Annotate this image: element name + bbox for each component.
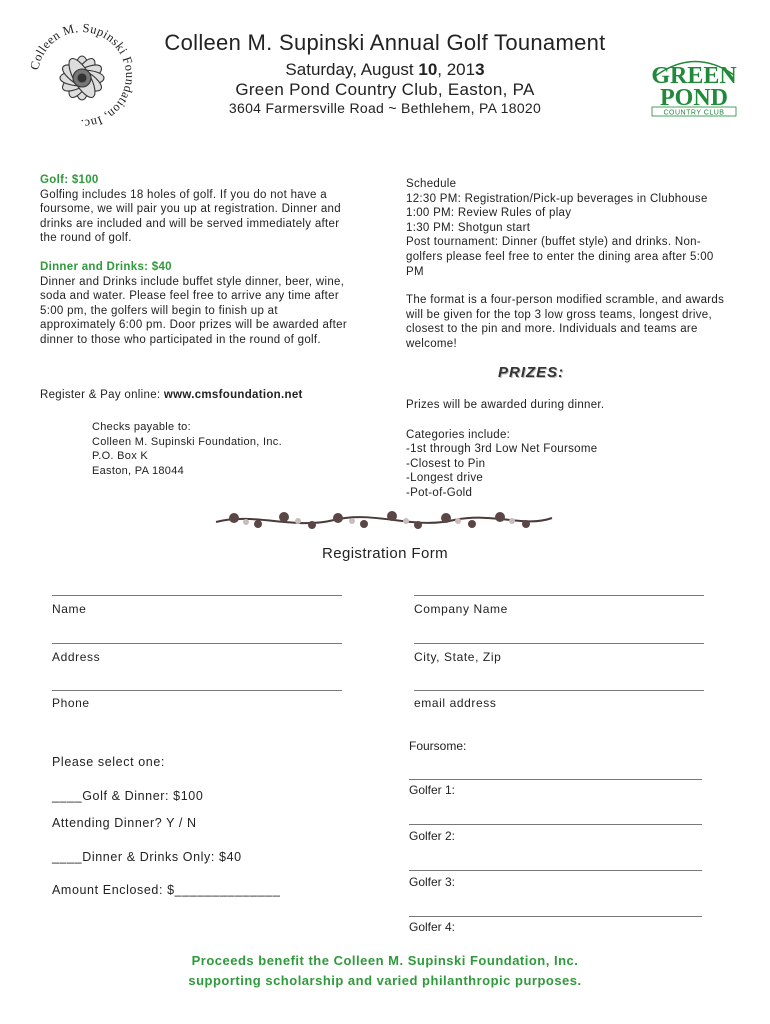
city-label: City, State, Zip	[414, 650, 502, 664]
foursome-label: Foursome:	[409, 739, 467, 753]
register-label: Register & Pay online:	[40, 389, 164, 401]
golf-heading: Golf: $100	[40, 174, 99, 186]
checks-line: Easton, PA 18044	[92, 464, 185, 477]
phone-input[interactable]	[52, 690, 342, 691]
schedule-line: 1:30 PM: Shotgun start	[406, 221, 531, 234]
checks-line: Colleen M. Supinski Foundation, Inc.	[92, 435, 282, 448]
schedule-line: 12:30 PM: Registration/Pick-up beverages in Clubhouse	[406, 192, 708, 205]
golfer-3-input[interactable]	[409, 870, 702, 871]
prizes-heading: PRIZES:	[498, 364, 565, 381]
checks-line: P.O. Box K	[92, 450, 148, 463]
golf-text: Golfing includes 18 holes of golf. If you do not have a foursome, we will pair you up at registration. Dinner and drinks are included and will be served immediately after the round of golf.	[40, 188, 341, 245]
address-input[interactable]	[52, 643, 342, 644]
checks-line: Checks payable to:	[92, 421, 191, 433]
club-logo-sub: COUNTRY CLUB	[663, 109, 725, 117]
footer-line-1: Proceeds benefit the Colleen M. Supinski Foundation, Inc.	[191, 953, 579, 968]
schedule-line: Schedule	[406, 178, 457, 190]
schedule-line: 1:00 PM: Review Rules of play	[406, 207, 572, 220]
page-title: Colleen M. Supinski Annual Golf Tounament	[164, 30, 606, 55]
date-mid: , 201	[437, 60, 476, 79]
prizes-text: Prizes will be awarded during dinner.	[406, 399, 605, 411]
prizes-info	[406, 398, 728, 501]
svg-text:Colleen M. Supinski Foundation: Colleen M. Supinski Foundation, Inc.	[28, 22, 136, 130]
checks-info	[92, 420, 352, 478]
company-input[interactable]	[414, 595, 704, 596]
register-online	[40, 388, 360, 403]
name-label: Name	[52, 602, 87, 616]
city-input[interactable]	[414, 643, 704, 644]
schedule	[406, 177, 728, 352]
amount-enclosed-field[interactable]: Amount Enclosed: $______________	[52, 883, 281, 897]
club-logo-line2: POND	[660, 85, 728, 111]
dinner-text: Dinner and Drinks include buffet style dinner, beer, wine, soda and water. Please feel free to arrive any time after 5:00 pm, the golfers will begin to finish up at approximately 6:00 pm. Door prizes will be awarded after dinner to those who participated in the round of golf.	[40, 275, 347, 346]
footer-line-2: supporting scholarship and varied philanthropic purposes.	[188, 973, 582, 988]
name-input[interactable]	[52, 595, 342, 596]
date-day: 10	[418, 60, 438, 79]
format-text: The format is a four-person modified scramble, and awards will be given for the top 3 low gross teams, longest drive, closest to the pin and more. Individuals and teams are welcome!	[406, 294, 725, 350]
golfer-4-input[interactable]	[409, 916, 702, 917]
select-one-label: Please select one:	[52, 755, 165, 769]
schedule-line: Post tournament: Dinner (buffet style) and drinks. Non-golfers please feel free to enter the dining area after 5:00 PM	[406, 236, 714, 278]
dinner-only-option[interactable]: ____Dinner & Drinks Only: $40	[52, 850, 242, 864]
dinner-heading: Dinner and Drinks: $40	[40, 260, 172, 273]
golfer-3-label: Golfer 3:	[409, 875, 456, 889]
event-address: 3604 Farmersville Road ~ Bethlehem, PA 18020	[228, 100, 542, 116]
left-column	[40, 173, 352, 348]
email-label: email address	[414, 696, 497, 710]
golf-dinner-option[interactable]: ____Golf & Dinner: $100	[52, 789, 204, 803]
golfer-2-input[interactable]	[409, 824, 702, 825]
register-url[interactable]: www.cmsfoundation.net	[163, 389, 303, 401]
golfer-4-label: Golfer 4:	[409, 920, 456, 934]
phone-label: Phone	[52, 696, 90, 710]
golfer-2-label: Golfer 2:	[409, 829, 456, 843]
attending-dinner-option[interactable]: Attending Dinner? Y / N	[52, 816, 197, 830]
date-year-end: 3	[475, 60, 485, 79]
floral-divider	[214, 506, 554, 534]
email-input[interactable]	[414, 690, 704, 691]
form-title: Registration Form	[321, 545, 448, 562]
category-line: -Pot-of-Gold	[406, 486, 473, 499]
club-logo	[648, 45, 740, 119]
category-line: -Closest to Pin	[406, 457, 486, 470]
category-line: -Longest drive	[406, 472, 484, 485]
address-label: Address	[52, 650, 101, 664]
golfer-1-label: Golfer 1:	[409, 783, 456, 797]
category-line: Categories include:	[406, 428, 511, 441]
club-logo-line1: GREEN	[651, 63, 737, 89]
date-prefix: Saturday, August	[285, 60, 419, 79]
category-line: -1st through 3rd Low Net Foursome	[406, 443, 598, 456]
event-venue: Green Pond Country Club, Easton, PA	[235, 80, 535, 99]
golfer-1-input[interactable]	[409, 779, 702, 780]
company-label: Company Name	[414, 602, 508, 616]
